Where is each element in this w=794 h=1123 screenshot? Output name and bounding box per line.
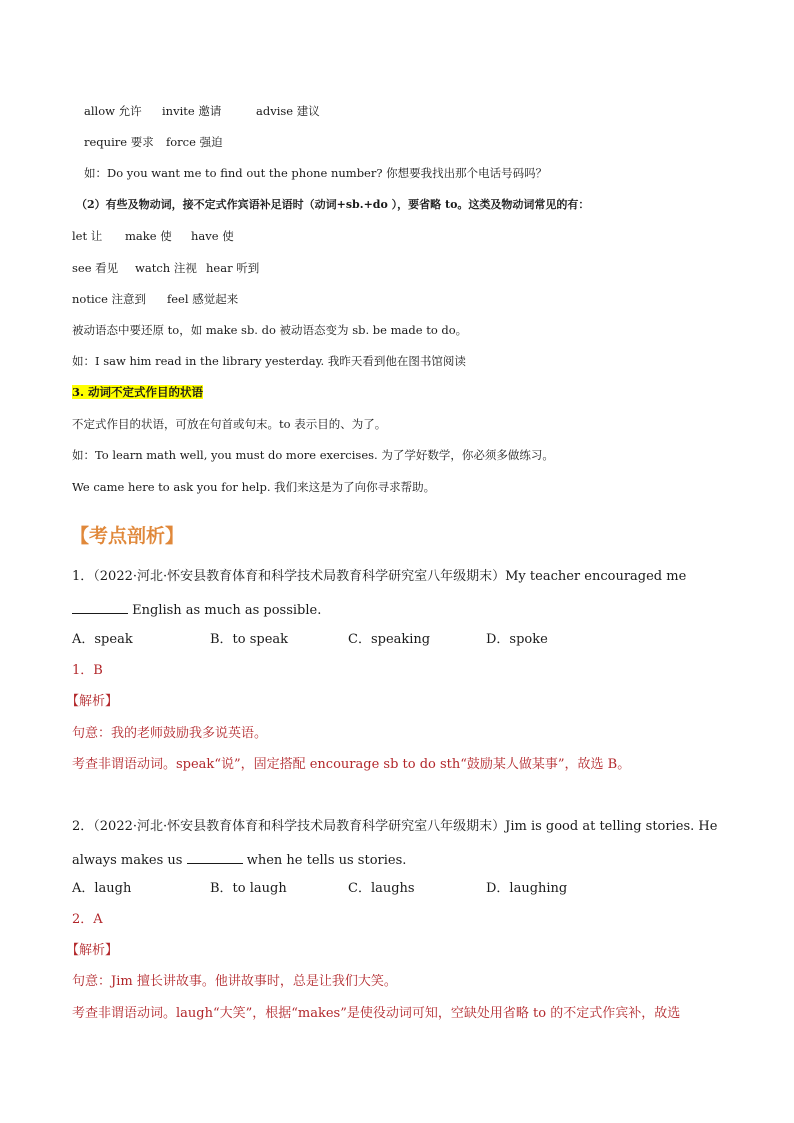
section-title: 【考点剖析】: [70, 525, 185, 547]
verb-item: see 看见: [72, 261, 119, 275]
answer-blank[interactable]: [72, 600, 128, 614]
verb-item: let 让: [72, 229, 103, 243]
question-stem: 2．（2022·河北·怀安县教育体育和科学技术局教育科学研究室八年级期末）Jim is good at telling stories. He: [72, 819, 718, 834]
option-d[interactable]: D．spoke: [486, 632, 548, 647]
verb-list-row: [72, 228, 234, 244]
example-sentence: We came here to ask you for help. 我们来这是为了向你寻求帮助。: [72, 480, 436, 494]
option-d[interactable]: D．laughing: [486, 881, 568, 896]
question-stem-text: when he tells us stories.: [242, 853, 407, 868]
question-stem: 1．（2022·河北·怀安县教育体育和科学技术局教育科学研究室八年级期末）My teacher encouraged me: [72, 569, 687, 584]
verb-item: advise 建议: [256, 104, 320, 118]
highlighted-heading: 3. 动词不定式作目的状语: [72, 385, 204, 399]
options-row: [72, 632, 548, 648]
rule-text: （2）有些及物动词，接不定式作宾语补足语时（动词+sb.+do ），要省略 to。这类及物动词常见的有：: [76, 198, 590, 211]
note-text: 被动语态中要还原 to，如 make sb. do 被动语态变为 sb. be made to do。: [72, 323, 468, 337]
verb-list-row: [84, 134, 223, 150]
example-sentence: 如：Do you want me to find out the phone number? 你想要我找出那个电话号码吗？: [84, 166, 548, 180]
example-sentence: 如：To learn math well, you must do more exercises. 为了学好数学，你必须多做练习。: [72, 448, 554, 462]
option-a[interactable]: A．speak: [72, 632, 133, 647]
verb-item: notice 注意到: [72, 292, 147, 306]
verb-item: watch 注视: [135, 261, 197, 275]
analysis-label: 【解析】: [66, 943, 119, 958]
verb-list-row: [72, 260, 259, 276]
question-stem: [72, 600, 321, 619]
verb-item: make 使: [125, 229, 172, 243]
question-stem-text: always makes us: [72, 853, 187, 868]
analysis-meaning: 句意：Jim 擅长讲故事。他讲故事时，总是让我们大笑。: [72, 974, 397, 989]
verb-item: force 强迫: [166, 135, 223, 149]
option-c[interactable]: C．laughs: [348, 881, 415, 896]
example-sentence: 如：I saw him read in the library yesterday. 我昨天看到他在图书馆阅读: [72, 354, 466, 368]
verb-list-row: [84, 103, 320, 119]
verb-item: allow 允许: [84, 104, 142, 118]
verb-item: feel 感觉起来: [167, 292, 239, 306]
option-a[interactable]: A．laugh: [72, 881, 132, 896]
option-b[interactable]: B．to speak: [210, 632, 289, 647]
analysis-label: 【解析】: [66, 694, 119, 709]
question-stem-text: English as much as possible.: [128, 603, 322, 618]
answer-text: 2．A: [72, 912, 103, 927]
rule-text: 不定式作目的状语，可放在句首或句末。to 表示目的、为了。: [72, 417, 387, 431]
answer-blank[interactable]: [187, 850, 243, 864]
options-row: [72, 881, 567, 897]
option-b[interactable]: B．to laugh: [210, 881, 287, 896]
answer-text: 1．B: [72, 663, 103, 678]
section-heading: [72, 384, 203, 400]
verb-item: hear 听到: [206, 261, 260, 275]
analysis-meaning: 句意：我的老师鼓励我多说英语。: [72, 726, 268, 741]
analysis-explanation: 考查非谓语动词。speak“说”，固定搭配 encourage sb to do sth“鼓励某人做某事”，故选 B。: [72, 757, 631, 772]
question-stem: [72, 850, 406, 869]
verb-list-row: [72, 291, 238, 307]
verb-item: require 要求: [84, 135, 154, 149]
verb-item: invite 邀请: [162, 104, 222, 118]
option-c[interactable]: C．speaking: [348, 632, 431, 647]
verb-item: have 使: [191, 229, 234, 243]
analysis-explanation: 考查非谓语动词。laugh“大笑”，根据“makes”是使役动词可知，空缺处用省略 to 的不定式作宾补，故选: [72, 1006, 681, 1021]
